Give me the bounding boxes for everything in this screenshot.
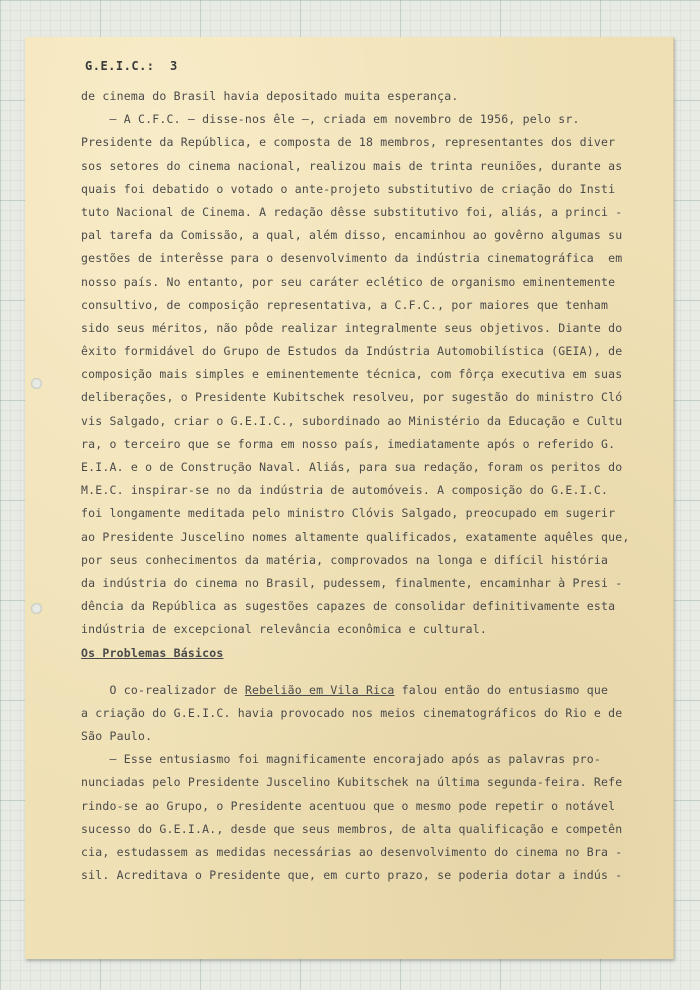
punch-hole (31, 378, 42, 389)
text-line (81, 679, 653, 702)
text-line: a criação do G.E.I.C. havia provocado nos meios cinematográficos do Rio e de (81, 705, 623, 720)
text-line: nunciadas pelo Presidente Juscelino Kubitschek na última segunda-feira. Refe (81, 775, 623, 790)
section-heading (81, 642, 653, 665)
text-line: São Paulo. (81, 729, 153, 744)
text-line: deliberações, o Presidente Kubitschek resolveu, por sugestão do ministro Cló (81, 390, 623, 405)
blank-line (81, 665, 653, 679)
text-fragment: falou então do entusiasmo que (394, 682, 609, 697)
text-line: M.E.C. inspirar-se no da indústria de automóveis. A composição do G.E.I.C. (81, 483, 609, 498)
paragraph-cfc (81, 85, 653, 642)
text-line: de cinema do Brasil havia depositado muita esperança. (81, 89, 459, 103)
text-line: Presidente da República, e composta de 18 membros, representantes dos diver (81, 135, 616, 150)
document-body (81, 85, 653, 887)
paragraph-presidente (81, 748, 653, 887)
text-line: consultivo, de composição representativa, a C.F.C., por maiores que tenham (81, 297, 609, 312)
text-line: quais foi debatido o votado o ante-projeto substitutivo de criação do Insti (81, 181, 616, 196)
text-fragment: O co-realizador de (81, 682, 245, 697)
film-title: Rebelião em Vila Rica (244, 682, 395, 697)
text-line: nosso país. No entanto, por seu caráter eclético de organismo eminentemente (81, 274, 616, 289)
text-line: — Esse entusiasmo foi magnificamente encorajado após as palavras pro- (81, 752, 602, 767)
text-line: — A C.F.C. — disse-nos êle —, criada em novembro de 1956, pelo sr. (81, 112, 580, 127)
text-line: sucesso do G.E.I.A., desde que seus membros, de alta qualificação e competên (81, 821, 623, 836)
text-line: sos setores do cinema nacional, realizou mais de trinta reuniões, durante as (81, 158, 623, 173)
text-line: por seus conhecimentos da matéria, comprovados na longa e difícil história (81, 552, 609, 567)
text-line: rindo-se ao Grupo, o Presidente acentuou que o mesmo pode repetir o notável (81, 798, 616, 813)
text-line: êxito formidável do Grupo de Estudos da Indústria Automobilística (GEIA), de (81, 344, 623, 359)
section-heading-text: Os Problemas Básicos (81, 645, 224, 660)
text-line: indústria de excepcional relevância econômica e cultural. (81, 622, 488, 637)
text-line: cia, estudassem as medidas necessárias ao desenvolvimento do cinema no Bra - (81, 845, 623, 859)
text-line: sido seus méritos, não pôde realizar integralmente seus objetivos. Diante do (81, 320, 623, 335)
text-line: ra, o terceiro que se forma em nosso país, imediatamente após o referido G. (81, 436, 616, 451)
paragraph-entusiasmo (81, 679, 653, 749)
text-line: foi longamente meditada pelo ministro Clóvis Salgado, preocupado em sugerir (81, 506, 616, 521)
text-line: pal tarefa da Comissão, a qual, além disso, encaminhou ao govêrno algumas su (81, 228, 623, 243)
typewritten-page (25, 37, 674, 959)
text-line: E.I.A. e o de Construção Naval. Aliás, para sua redação, foram os peritos do (81, 460, 623, 474)
text-line: ao Presidente Juscelino nomes altamente qualificados, exatamente aquêles que, (81, 529, 630, 544)
text-line: tuto Nacional de Cinema. A redação dêsse substitutivo foi, aliás, a princi - (81, 204, 623, 219)
punch-hole (31, 603, 42, 614)
text-line: da indústria do cinema no Brasil, pudessem, finalmente, encaminhar à Presi - (81, 575, 623, 590)
page-header: G.E.I.C.: 3 (85, 59, 178, 73)
text-line: dência da República as sugestões capazes de consolidar definitivamente esta (81, 599, 616, 614)
text-line: composição mais simples e eminentemente técnica, com fôrça executiva em suas (81, 367, 623, 382)
text-line: sil. Acreditava o Presidente que, em curto prazo, se poderia dotar a indús - (81, 868, 623, 883)
text-line: vis Salgado, criar o G.E.I.C., subordinado ao Ministério da Educação e Cultu (81, 413, 623, 428)
text-line: gestões de interêsse para o desenvolvimento da indústria cinematográfica em (81, 251, 623, 266)
